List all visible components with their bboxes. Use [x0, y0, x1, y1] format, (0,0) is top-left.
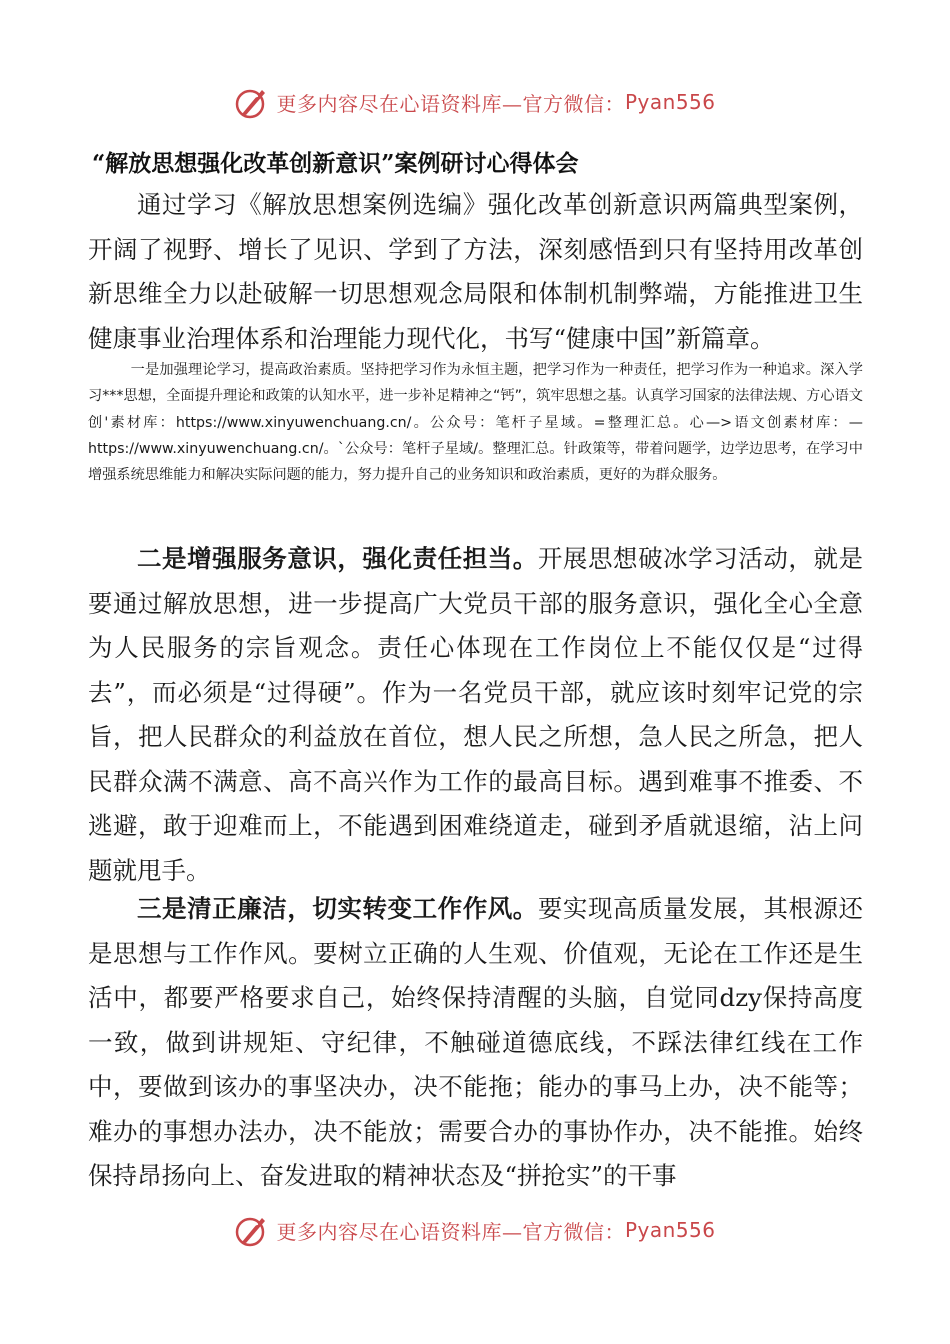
watermark-contact: Pyan556 [624, 90, 716, 114]
document-title: “解放思想强化改革创新意识”案例研讨心得体会 [92, 150, 579, 177]
quill-pen-logo-icon [234, 1212, 270, 1248]
point-three-paragraph [88, 887, 863, 1199]
point-two-heading: 二是增强服务意识，强化责任担当。 [137, 544, 538, 573]
watermark-banner-top [0, 82, 950, 122]
point-three-heading: 三是清正廉洁，切实转变工作作风。 [137, 894, 538, 923]
point-one-paragraph: 一是加强理论学习，提高政治素质。坚持把学习作为永恒主题，把学习作为一种责任，把学习作为一种追求。深入学习***思想，全面提升理论和政策的认知水平，进一步补足精神之“钙”，筑牢思想之基。认真学习国家的法律法规、方心语文创'素材库：https://www.xinyuwenchuang.cn/。公众号：笔杆子星域。=整理汇总。心—>语文创素材库：—https://www.xinyuwenchuang.cn/。`公众号：笔杆子星域/。整理汇总。针政策等，带着问题学，边学边思考，在学习中增强系统思维能力和解决实际问题的能力，努力提升自己的业务知识和政治素质，更好的为群众服务。 [88, 362, 863, 484]
quill-pen-logo-icon [234, 84, 270, 120]
point-two-body: 开展思想破冰学习活动，就是要通过解放思想，进一步提高广大党员干部的服务意识，强化全心全意为人民服务的宗旨观念。责任心体现在工作岗位上不能仅仅是“过得去”，而必须是“过得硬”。作为一名党员干部，就应该时刻牢记党的宗旨，把人民群众的利益放在首位，想人民之所想，急人民之所急，把人民群众满不满意、高不高兴作为工作的最高目标。遇到难事不推委、不逃避，敢于迎难而上，不能遇到困难绕道走，碰到矛盾就退缩，沾上问题就甩手。 [88, 544, 864, 885]
watermark-text: 更多内容尽在心语资料库—官方微信： [276, 91, 625, 116]
point-two-paragraph [88, 537, 863, 893]
watermark-text: 更多内容尽在心语资料库—官方微信： [276, 1219, 625, 1244]
intro-paragraph: 通过学习《解放思想案例选编》强化改革创新意识两篇典型案例，开阔了视野、增长了见识、学到了方法，深刻感悟到只有坚持用改革创新思维全力以赴破解一切思想观念局限和体制机制弊端，方能推进卫生健康事业治理体系和治理能力现代化，书写“健康中国”新篇章。 [88, 190, 863, 353]
point-three-body: 要实现高质量发展，其根源还是思想与工作作风。要树立正确的人生观、价值观，无论在工作还是生活中，都要严格要求自己，始终保持清醒的头脑，自觉同dzy保持高度一致，做到讲规矩、守纪律，不触碰道德底线，不踩法律红线在工作中，要做到该办的事坚决办，决不能拖；能办的事马上办，决不能等；难办的事想办法办，决不能放；需要合办的事协作办，决不能推。始终保持昂扬向上、奋发进取的精神状态及“拼抢实”的干事 [88, 894, 864, 1190]
watermark-contact: Pyan556 [624, 1218, 716, 1242]
watermark-banner-bottom [0, 1210, 950, 1250]
